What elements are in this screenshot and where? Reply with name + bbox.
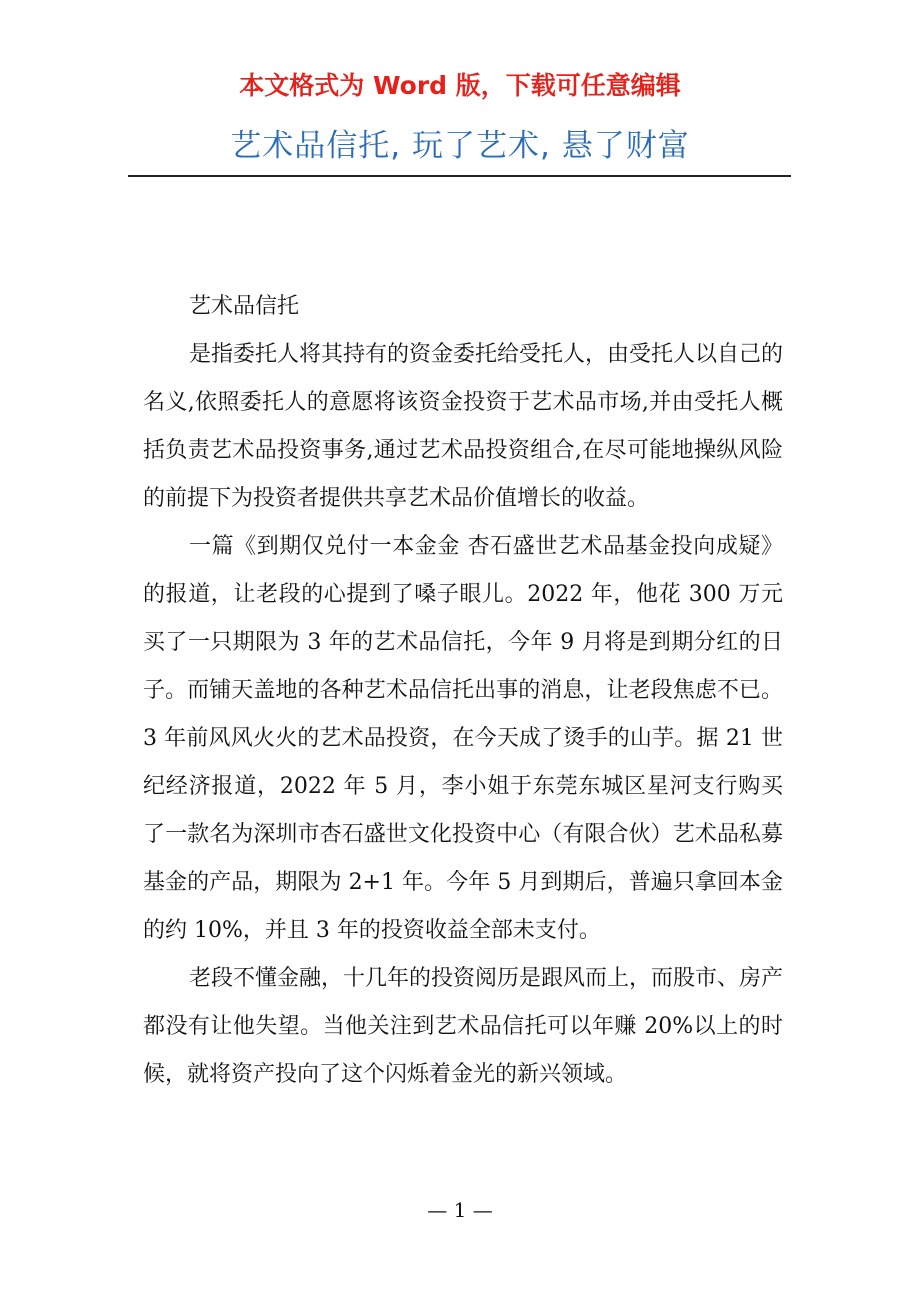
paragraph-background: 老段不懂金融，十几年的投资阅历是跟风而上，而股市、房产都没有让他失望。当他关注到艺术品信托可以年赚 20%以上的时候，就将资产投向了这个闪烁着金光的新兴领域。 — [143, 966, 784, 1087]
section-heading: 艺术品信托 — [189, 294, 300, 319]
paragraph-definition: 是指委托人将其持有的资金委托给受托人，由受托人以自己的名义,依照委托人的意愿将该资金投资于艺术品市场,并由受托人概括负责艺术品投资事务,通过艺术品投资组合,在尽可能地操纵风险的前提下为投资者提供共享艺术品价值增长的收益。 — [143, 342, 784, 511]
format-notice: 本文格式为 Word 版，下载可任意编辑 — [239, 71, 681, 100]
paragraph-case: 一篇《到期仅兑付一本金金 杏石盛世艺术品基金投向成疑》的报道，让老段的心提到了嗓子眼儿。2022 年，他花 300 万元买了一只期限为 3 年的艺术品信托，今年 9 月将是到期分红的日子。而铺天盖地的各种艺术品信托出事的消息，让老段焦虑不已。3 年前风风火火的艺术品投资，在今天成了烫手的山芋。据 21 世纪经济报道，2022 年 5 月，李小姐于东莞东城区星河支行购买了一款名为深圳市杏石盛世文化投资中心（有限合伙）艺术品私募基金的产品，期限为 2+1 年。今年 5 月到期后，普遍只拿回本金的约 10%，并且 3 年的投资收益全部未支付。 — [143, 534, 783, 943]
document-title: 艺术品信托, 玩了艺术, 悬了财富 — [230, 128, 690, 164]
title-divider — [128, 175, 791, 177]
document-body — [143, 283, 783, 1099]
page-number: — 1 — — [427, 1198, 493, 1222]
